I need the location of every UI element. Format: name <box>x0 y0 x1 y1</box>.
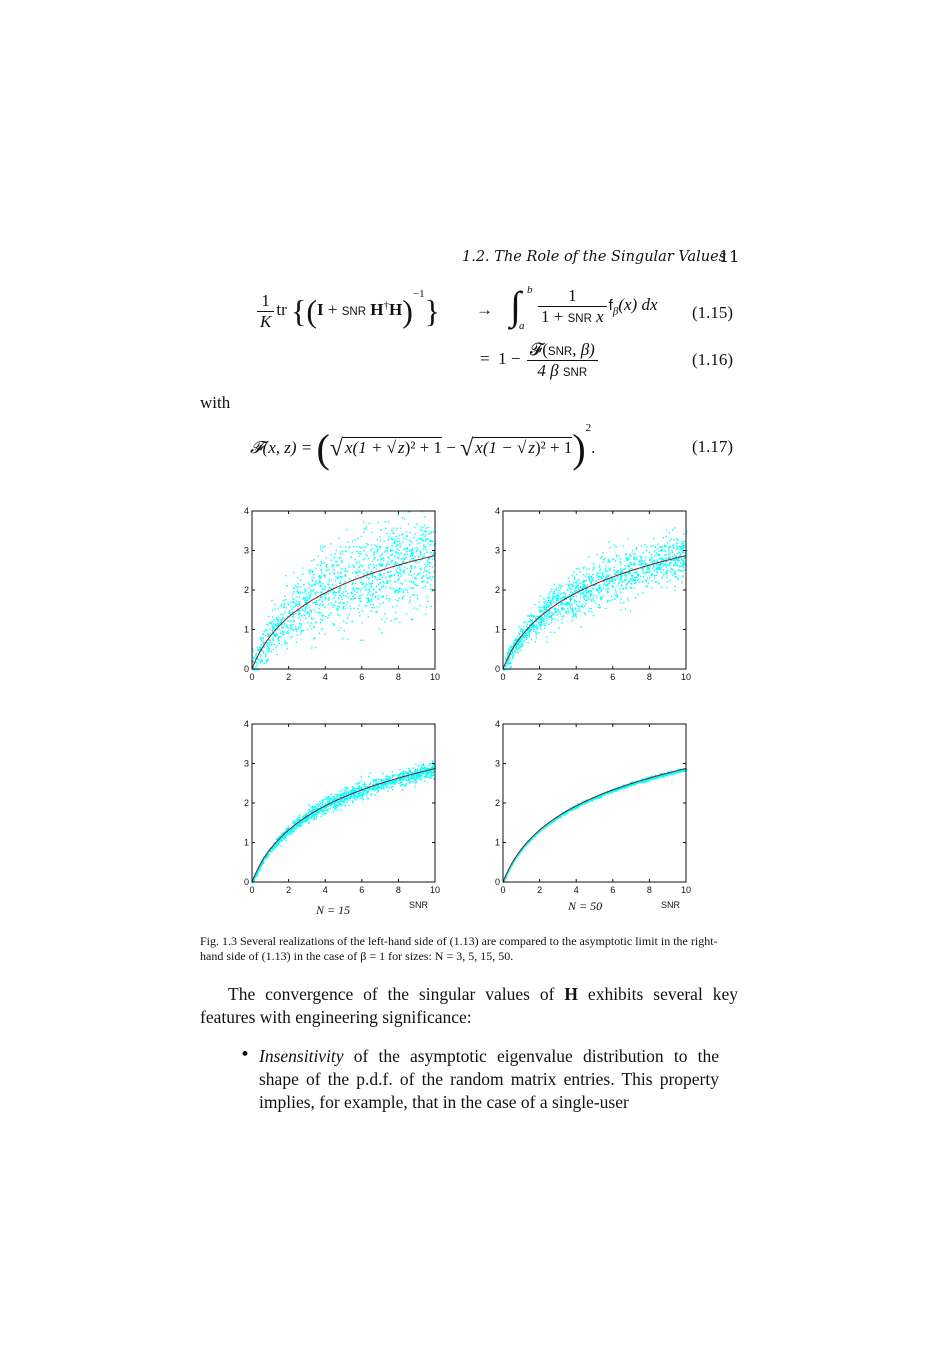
y-tick-label: 0 <box>494 664 500 674</box>
y-tick-label: 4 <box>494 719 500 729</box>
scatter-cloud <box>503 527 687 670</box>
plot-frame <box>503 724 686 882</box>
page-number: 11 <box>719 247 740 266</box>
plot-svg-n5 <box>489 505 692 685</box>
y-tick-label: 4 <box>494 506 500 516</box>
y-tick-label: 3 <box>243 758 249 769</box>
asymptotic-curve <box>503 556 686 669</box>
x-tick-label: 10 <box>680 672 692 682</box>
inverse-exponent: −1 <box>412 288 425 300</box>
num-post: , β) <box>572 340 595 359</box>
trace-operator: tr <box>276 300 287 319</box>
plus-sign: + <box>327 300 338 319</box>
scatter-cloud <box>252 760 436 883</box>
outer-power: 2 <box>585 422 592 434</box>
scatter-cloud <box>252 511 436 670</box>
y-tick-label: 0 <box>494 877 500 887</box>
term2-post: )² + 1 <box>534 438 573 457</box>
y-tick-label: 3 <box>494 545 500 556</box>
scatter-cloud <box>503 768 687 883</box>
bullet-rest: of the asymptotic eigenvalue distribution to the shape of the p.d.f. of the random matrix entries. This property implies, for example, that in the case of a single-user <box>259 1046 719 1112</box>
x-tick-label: 4 <box>573 672 579 682</box>
equation-1-15-lhs: $\frac{1}{K}$ tr {(I + SNR H†H)$^{-1}$} <box>255 288 440 331</box>
equation-1-15-rhs: ∫ b a $\frac{1}{\text{1 + SNR x}}$ $f_\beta(x)$ dx <box>510 283 658 333</box>
term2-root: z <box>528 438 535 457</box>
minus-sign: − <box>446 438 456 457</box>
x-tick-label: 0 <box>249 885 255 895</box>
rhs-den-snr: SNR <box>567 312 592 325</box>
term1-post: )² + 1 <box>404 438 443 457</box>
x-tick-label: 10 <box>429 885 441 895</box>
final-period: . <box>591 438 596 457</box>
scatter-points <box>252 511 436 670</box>
scatter-points <box>503 768 687 883</box>
x-tick-label: 4 <box>322 885 328 895</box>
running-header-title: 1.2. The Role of the Singular Values <box>462 249 727 265</box>
y-tick-label: 2 <box>243 585 249 595</box>
x-tick-label: 10 <box>429 672 441 682</box>
x-tick-label: 2 <box>286 885 292 895</box>
density-tail: (x) dx <box>618 294 658 314</box>
dagger: † <box>383 299 389 312</box>
lhs-fraction-den: K <box>260 311 272 331</box>
panel-label-n50: N = 50 <box>568 899 603 913</box>
x-tick-label: 2 <box>537 885 543 895</box>
y-tick-label: 2 <box>494 798 500 808</box>
y-tick-label: 2 <box>494 585 500 595</box>
one-minus: 1 − <box>498 348 521 368</box>
plot-panel-n3 <box>238 505 441 705</box>
asymptotic-curve <box>503 769 686 882</box>
y-tick-label: 1 <box>494 837 500 848</box>
body-paragraph <box>200 983 738 1029</box>
equation-number-1-16: (1.16) <box>692 350 734 369</box>
snr-symbol: SNR <box>341 306 366 318</box>
plot-svg-n15 <box>238 718 441 898</box>
arrow-symbol: → <box>476 300 493 319</box>
x-tick-label: 6 <box>610 672 616 682</box>
integral-upper: b <box>527 284 533 297</box>
x-tick-label: 8 <box>646 672 652 682</box>
y-tick-label: 3 <box>494 758 500 769</box>
with-word: with <box>200 393 231 412</box>
x-tick-label: 6 <box>359 885 365 895</box>
plot-frame <box>503 511 686 669</box>
den-pre: 4 β <box>537 360 559 380</box>
x-tick-label: 6 <box>359 672 365 682</box>
matrix-h: H <box>370 300 384 319</box>
panel-label-n15: N = 15 <box>316 903 351 917</box>
plot-panel-n5 <box>489 505 692 705</box>
equals-sign: = <box>480 348 490 368</box>
y-tick-label: 1 <box>243 837 249 848</box>
matrix-h-2: H <box>388 300 403 319</box>
density-f: f <box>608 296 613 314</box>
paragraph-post: exhibits several key features with engineering significance: <box>200 984 738 1027</box>
den-snr: SNR <box>562 366 588 379</box>
rhs-den-pre: 1 + <box>541 306 564 326</box>
paragraph-bold-h: H <box>564 984 578 1004</box>
num-pre: 𝓕( <box>529 340 548 359</box>
y-tick-label: 0 <box>243 664 249 674</box>
xlabel-snr-n50: SNR <box>661 900 681 910</box>
integral-lower: a <box>519 320 525 333</box>
plot-panel-n15 <box>238 718 441 918</box>
x-tick-label: 6 <box>610 885 616 895</box>
x-tick-label: 8 <box>646 885 652 895</box>
y-tick-label: 4 <box>243 506 249 516</box>
lhs-fraction-num: 1 <box>257 291 274 312</box>
x-tick-label: 2 <box>286 672 292 682</box>
identity-matrix: I <box>317 300 324 319</box>
x-tick-label: 8 <box>395 885 401 895</box>
y-tick-label: 0 <box>243 877 249 887</box>
bullet-item <box>259 1045 719 1114</box>
y-tick-label: 4 <box>243 719 249 729</box>
scatter-points <box>503 527 687 670</box>
plot-svg-n3 <box>238 505 441 685</box>
rhs-fraction-num: 1 <box>538 286 607 307</box>
y-tick-label: 2 <box>243 798 249 808</box>
term1-pre: x(1 + <box>345 438 387 457</box>
x-tick-label: 0 <box>500 885 506 895</box>
f-of-x-z: 𝓕(x, z) = <box>250 438 313 457</box>
equation-number-1-17: (1.17) <box>692 437 734 456</box>
y-tick-label: 3 <box>243 545 249 556</box>
bullet-dot: • <box>240 1045 251 1065</box>
bullet-italic: Insensitivity <box>259 1046 344 1066</box>
term1-root: z <box>398 438 405 457</box>
x-tick-label: 2 <box>537 672 543 682</box>
term2-pre: x(1 − <box>475 438 517 457</box>
plot-svg-n50 <box>489 718 692 898</box>
figure-caption: Fig. 1.3 Several realizations of the left-hand side of (1.13) are compared to the asymptotic limit in the right-hand side of (1.13) in the case of β = 1 for sizes: N = 3, 5, 15, 50. <box>200 934 718 963</box>
x-tick-label: 8 <box>395 672 401 682</box>
equation-1-16 <box>480 340 600 380</box>
equation-1-17: 𝓕(x, z) = (√ x(1 + √ z)² + 1 − √ x(1 − √ z)² + 1)$^2$. <box>250 422 596 472</box>
scatter-points <box>252 760 436 883</box>
rhs-den-x: x <box>596 306 604 326</box>
num-snr: SNR <box>547 346 573 358</box>
density-beta: β <box>612 305 619 318</box>
asymptotic-curve <box>252 769 435 882</box>
x-tick-label: 4 <box>322 672 328 682</box>
x-tick-label: 0 <box>500 672 506 682</box>
x-tick-label: 0 <box>249 672 255 682</box>
plot-panel-n50 <box>489 718 692 918</box>
y-tick-label: 1 <box>243 624 249 635</box>
x-tick-label: 4 <box>573 885 579 895</box>
asymptotic-curve <box>252 556 435 669</box>
xlabel-snr-n15: SNR <box>409 900 429 910</box>
equation-number-1-15: (1.15) <box>692 303 734 322</box>
y-tick-label: 1 <box>494 624 500 635</box>
paragraph-pre: The convergence of the singular values of <box>228 984 565 1004</box>
x-tick-label: 10 <box>680 885 692 895</box>
